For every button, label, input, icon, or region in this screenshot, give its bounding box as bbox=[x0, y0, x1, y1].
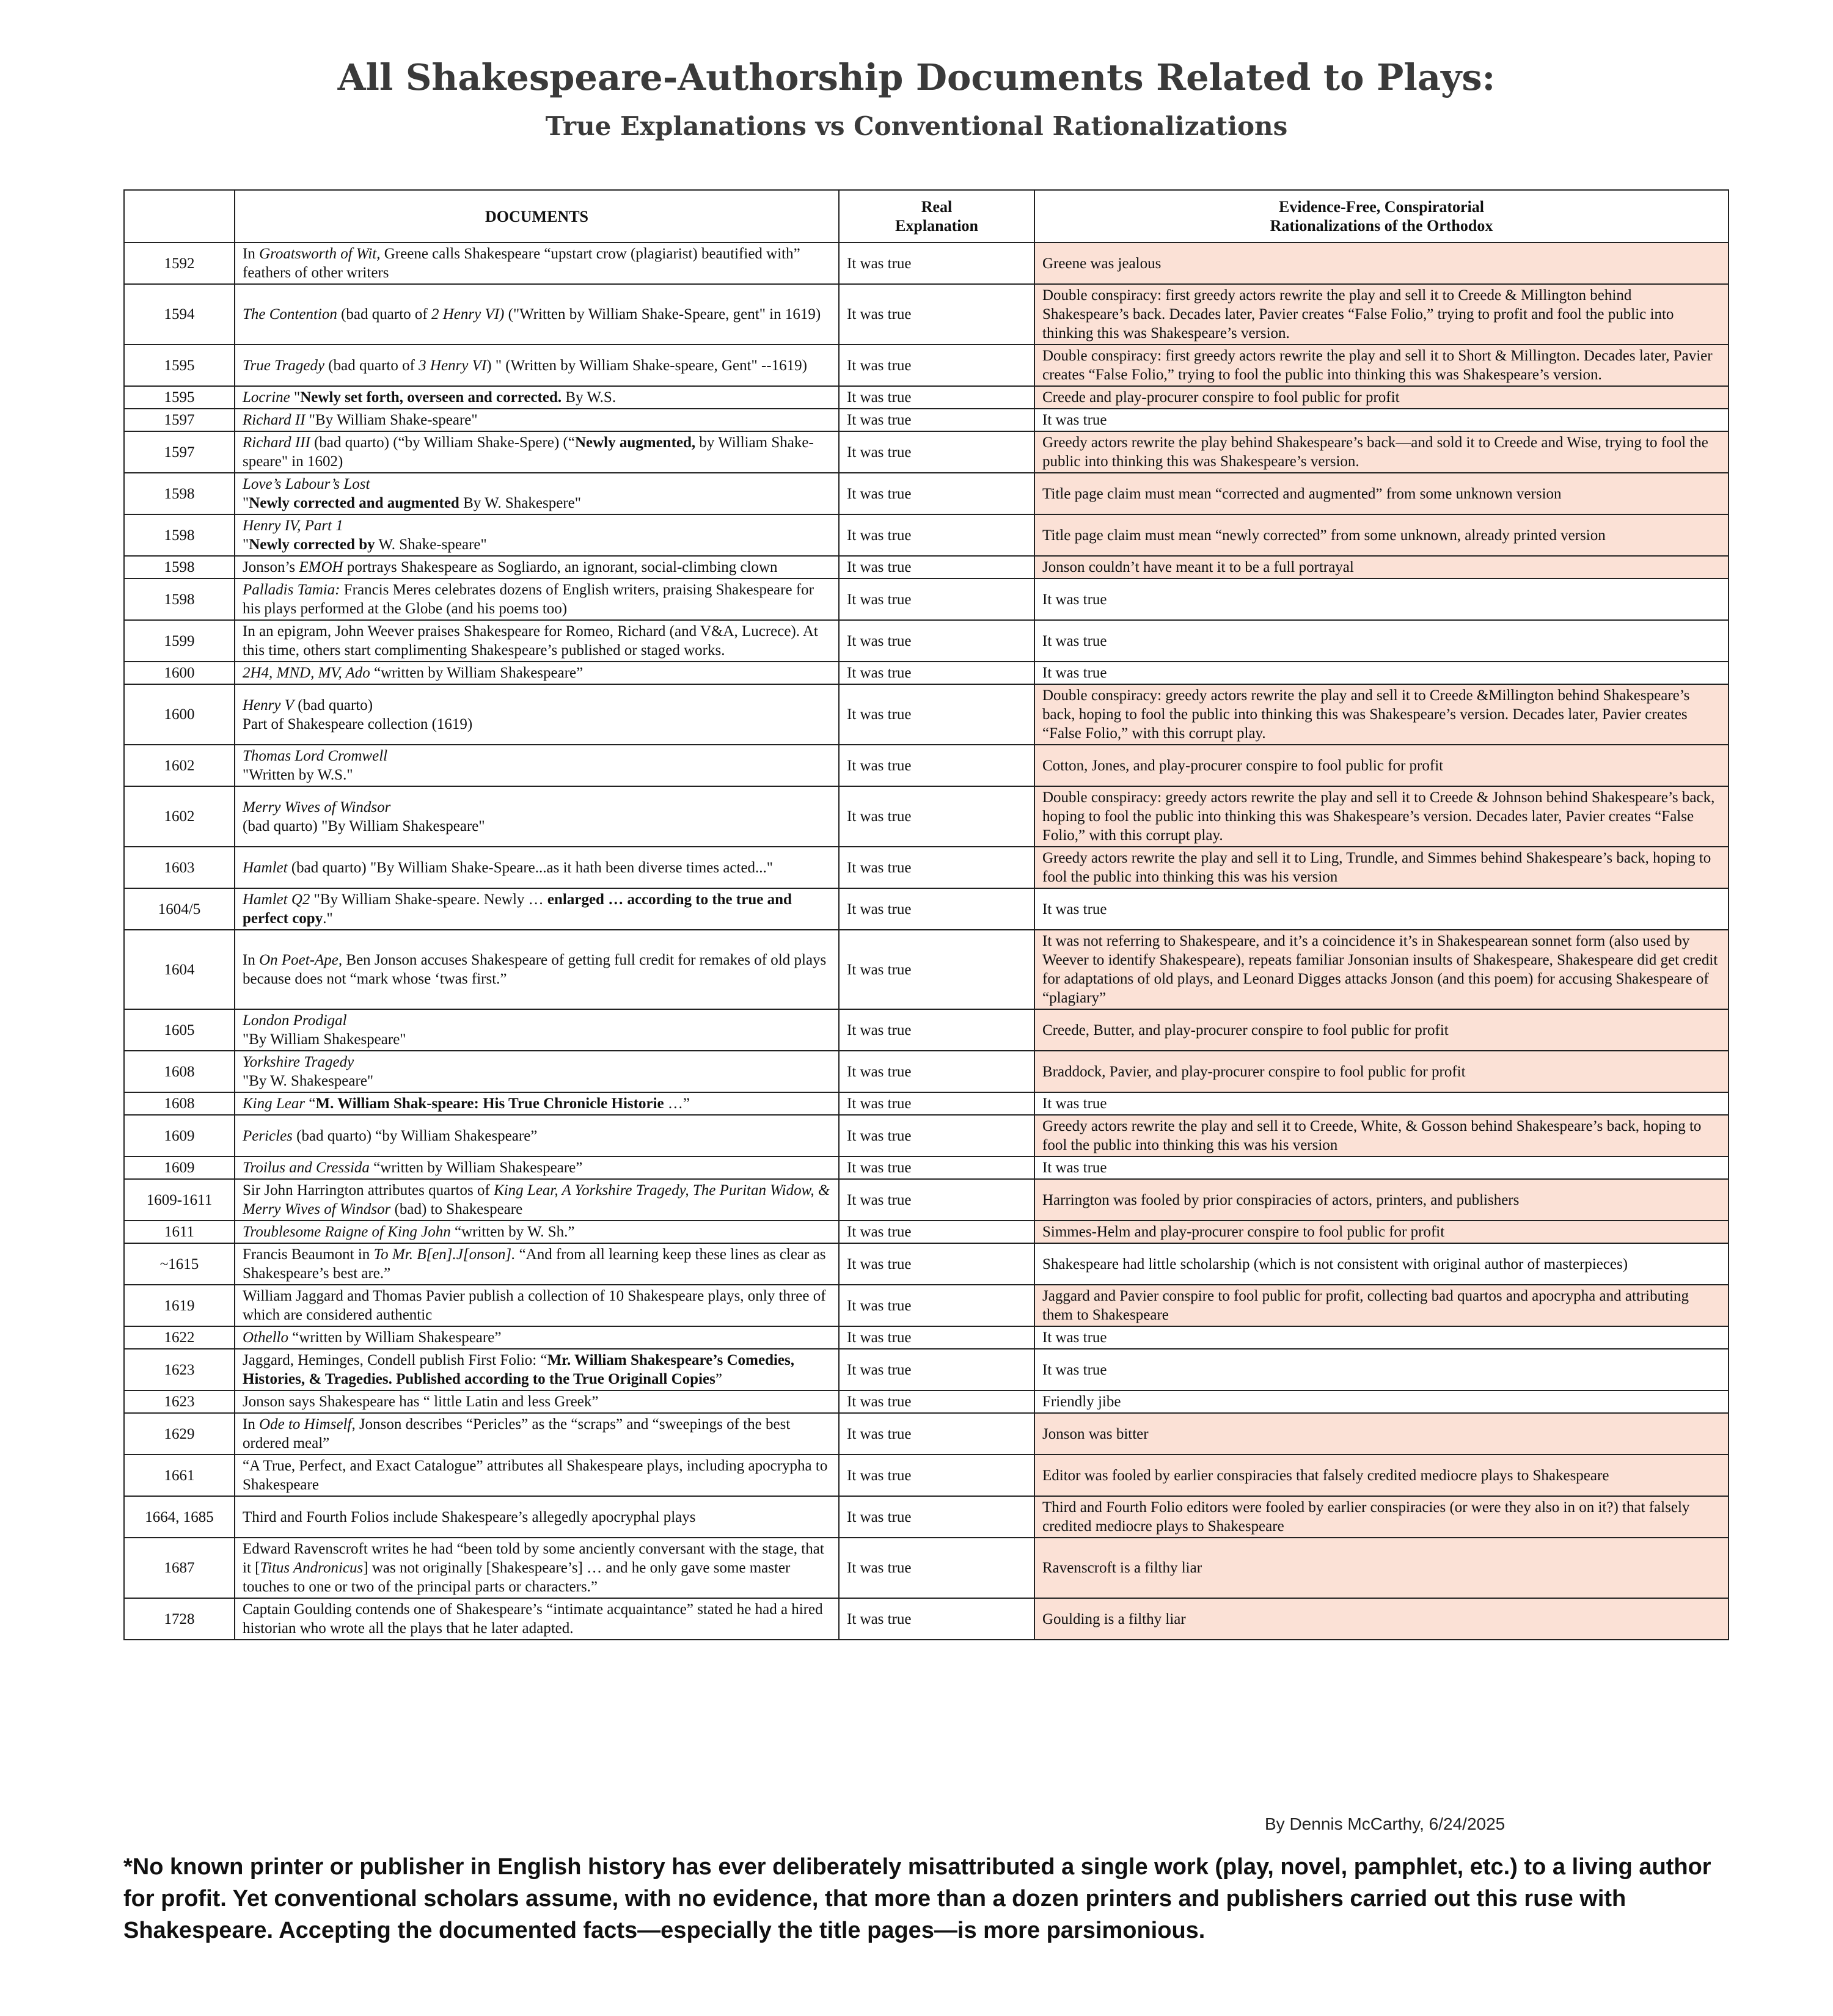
document-title: 3 Henry VI bbox=[419, 357, 487, 374]
header-documents: DOCUMENTS bbox=[235, 190, 839, 243]
year-cell: 1599 bbox=[124, 620, 235, 662]
document-title: Palladis Tamia: bbox=[243, 582, 340, 598]
document-text: ) " (Written by William Shake-speare, Gent" --1619) bbox=[486, 357, 807, 374]
rationalization-cell: It was true bbox=[1034, 409, 1729, 431]
document-cell bbox=[235, 1009, 839, 1051]
year-cell: 1664, 1685 bbox=[124, 1496, 235, 1538]
document-title: Ode to Himself, bbox=[259, 1416, 356, 1433]
document-cell bbox=[235, 473, 839, 514]
table-row bbox=[124, 1413, 1729, 1455]
document-title: Pericles bbox=[243, 1127, 293, 1144]
document-text: " bbox=[243, 536, 249, 553]
document-text-bold: Newly corrected and augmented bbox=[249, 495, 459, 511]
document-text: portrays Shakespeare as Sogliardo, an ignorant, social-climbing clown bbox=[343, 559, 778, 575]
byline: By Dennis McCarthy, 6/24/2025 bbox=[1265, 1814, 1506, 1833]
document-cell bbox=[235, 1243, 839, 1285]
document-text: “written by W. Sh.” bbox=[450, 1224, 575, 1240]
year-cell: 1598 bbox=[124, 556, 235, 579]
real-explanation-cell: It was true bbox=[839, 1598, 1034, 1640]
table-row bbox=[124, 1285, 1729, 1326]
year-cell: 1603 bbox=[124, 847, 235, 888]
header-year bbox=[124, 190, 235, 243]
document-text: By W.S. bbox=[562, 389, 616, 406]
rationalization-cell: Goulding is a filthy liar bbox=[1034, 1598, 1729, 1640]
document-cell bbox=[235, 1598, 839, 1640]
table-row bbox=[124, 1221, 1729, 1243]
document-cell bbox=[235, 1092, 839, 1115]
year-cell: 1604/5 bbox=[124, 888, 235, 930]
year-cell: 1609 bbox=[124, 1115, 235, 1156]
table-row bbox=[124, 1243, 1729, 1285]
table-row bbox=[124, 1538, 1729, 1598]
document-text-bold: Newly augmented, bbox=[574, 434, 696, 451]
document-title: 2 Henry VI) bbox=[431, 306, 505, 323]
table-row bbox=[124, 786, 1729, 847]
rationalization-cell: It was true bbox=[1034, 662, 1729, 684]
document-cell bbox=[235, 1349, 839, 1390]
real-explanation-cell: It was true bbox=[839, 1179, 1034, 1221]
rationalization-cell: Greene was jealous bbox=[1034, 243, 1729, 284]
document-text: W. Shake-speare" bbox=[375, 536, 487, 553]
document-text: Jaggard, Heminges, Condell publish First Folio: “ bbox=[243, 1352, 547, 1368]
rationalization-cell: Braddock, Pavier, and play-procurer conspire to fool public for profit bbox=[1034, 1051, 1729, 1092]
document-cell bbox=[235, 243, 839, 284]
real-explanation-cell: It was true bbox=[839, 473, 1034, 514]
document-cell bbox=[235, 786, 839, 847]
real-explanation-cell: It was true bbox=[839, 1413, 1034, 1455]
real-explanation-cell: It was true bbox=[839, 1285, 1034, 1326]
header-rationalizations bbox=[1034, 190, 1729, 243]
document-cell bbox=[235, 284, 839, 345]
table-row bbox=[124, 556, 1729, 579]
table-row bbox=[124, 284, 1729, 345]
document-text: “written by William Shakespeare” bbox=[369, 1160, 583, 1176]
document-cell bbox=[235, 1538, 839, 1598]
document-text: ] was not originally [Shakespeare’s] … and he only gave some master touches to one or two of the principal parts or characters.” bbox=[243, 1560, 791, 1595]
rationalization-cell: It was true bbox=[1034, 1092, 1729, 1115]
rationalization-cell: Double conspiracy: greedy actors rewrite the play and sell it to Creede & Johnson behind Shakespeare’s back, hoping to fool the public into thinking this was Shakespeare’s version. Decades later, Pavier creates “False Folio,” with this corrupt play. bbox=[1034, 786, 1729, 847]
year-cell: 1598 bbox=[124, 579, 235, 620]
rationalization-cell: Jonson couldn’t have meant it to be a full portrayal bbox=[1034, 556, 1729, 579]
document-text: In bbox=[243, 246, 260, 262]
table-row bbox=[124, 847, 1729, 888]
real-explanation-cell: It was true bbox=[839, 386, 1034, 409]
document-text: (bad quarto) (“by William Shake-Spere) (“ bbox=[310, 434, 575, 451]
document-text: "By William Shake-speare. Newly … bbox=[310, 891, 547, 908]
document-cell bbox=[235, 1221, 839, 1243]
real-explanation-cell: It was true bbox=[839, 1349, 1034, 1390]
real-explanation-cell: It was true bbox=[839, 1156, 1034, 1179]
table-row bbox=[124, 1455, 1729, 1496]
year-cell: 1623 bbox=[124, 1349, 235, 1390]
document-title: London Prodigal bbox=[243, 1012, 347, 1029]
real-explanation-cell: It was true bbox=[839, 1538, 1034, 1598]
year-cell: 1623 bbox=[124, 1390, 235, 1413]
table-row bbox=[124, 662, 1729, 684]
document-text: Ben Jonson accuses Shakespeare of getting full credit for remakes of old plays because does not “mark whose ‘twas first.” bbox=[243, 952, 827, 987]
year-cell: 1604 bbox=[124, 930, 235, 1009]
table-row bbox=[124, 1115, 1729, 1156]
real-explanation-cell: It was true bbox=[839, 745, 1034, 786]
table-row bbox=[124, 888, 1729, 930]
real-explanation-cell: It was true bbox=[839, 1009, 1034, 1051]
real-explanation-cell: It was true bbox=[839, 620, 1034, 662]
document-text: In bbox=[243, 952, 260, 968]
document-text: ” bbox=[715, 1371, 722, 1387]
table-row bbox=[124, 345, 1729, 386]
document-text: Edward Ravenscroft writes he had “been told by some anciently conversant with the stage, that it [ bbox=[243, 1541, 824, 1576]
year-cell: ~1615 bbox=[124, 1243, 235, 1285]
year-cell: 1597 bbox=[124, 409, 235, 431]
document-title: Henry IV, Part 1 bbox=[243, 517, 343, 534]
header-rationalization-line-1: Evidence-Free, Conspiratorial bbox=[1278, 198, 1485, 216]
document-cell bbox=[235, 1051, 839, 1092]
year-cell: 1687 bbox=[124, 1538, 235, 1598]
year-cell: 1611 bbox=[124, 1221, 235, 1243]
table-row bbox=[124, 1092, 1729, 1115]
document-title: Othello bbox=[243, 1329, 288, 1346]
document-text: Jonson’s bbox=[243, 559, 299, 575]
rationalization-cell: Double conspiracy: first greedy actors rewrite the play and sell it to Creede & Millington behind Shakespeare’s back. Decades later, Pavier creates “False Folio,” trying to profit and fool the public into thinking this was Shakespeare’s version. bbox=[1034, 284, 1729, 345]
document-text: (bad quarto of bbox=[324, 357, 419, 374]
real-explanation-cell: It was true bbox=[839, 684, 1034, 745]
rationalization-cell: Greedy actors rewrite the play and sell it to Creede, White, & Gosson behind Shakespeare’s back, hoping to fool the public into thinking this was his version bbox=[1034, 1115, 1729, 1156]
document-text: “written by William Shakespeare” bbox=[288, 1329, 502, 1346]
document-cell bbox=[235, 1390, 839, 1413]
document-cell bbox=[235, 1156, 839, 1179]
document-title: On Poet-Ape, bbox=[259, 952, 343, 968]
page-subtitle: True Explanations vs Conventional Rationalizations bbox=[545, 111, 1288, 141]
document-title: Richard III bbox=[243, 434, 310, 451]
table-row bbox=[124, 1496, 1729, 1538]
table-row bbox=[124, 431, 1729, 473]
real-explanation-cell: It was true bbox=[839, 1455, 1034, 1496]
document-text: “ bbox=[305, 1095, 316, 1112]
document-text: Francis Meres celebrates dozens of English writers, praising Shakespeare for his plays performed at the Globe (and his poems too) bbox=[243, 582, 814, 617]
document-text: (bad quarto) "By William Shake-Speare...as it hath been diverse times acted..." bbox=[287, 859, 774, 876]
document-cell bbox=[235, 345, 839, 386]
document-text: …” bbox=[664, 1095, 690, 1112]
table-row bbox=[124, 1009, 1729, 1051]
document-cell bbox=[235, 1326, 839, 1349]
year-cell: 1595 bbox=[124, 386, 235, 409]
real-explanation-cell: It was true bbox=[839, 579, 1034, 620]
document-cell bbox=[235, 620, 839, 662]
page-title: All Shakespeare-Authorship Documents Related to Plays: bbox=[337, 56, 1496, 98]
real-explanation-cell: It was true bbox=[839, 243, 1034, 284]
real-explanation-cell: It was true bbox=[839, 1326, 1034, 1349]
table-row bbox=[124, 514, 1729, 556]
document-title: The Contention bbox=[243, 306, 337, 323]
rationalization-cell: Creede and play-procurer conspire to fool public for profit bbox=[1034, 386, 1729, 409]
document-text-bold: enlarged … according to the true and perfect copy bbox=[243, 891, 792, 927]
rationalization-cell: Greedy actors rewrite the play and sell it to Ling, Trundle, and Simmes behind Shakespeare’s back, hoping to fool the public into thinking this was his version bbox=[1034, 847, 1729, 888]
document-title: Yorkshire Tragedy bbox=[243, 1054, 354, 1070]
document-title: To Mr. B[en].J[onson]. bbox=[373, 1246, 516, 1263]
document-title: 2H4, MND, MV, Ado bbox=[243, 665, 370, 681]
document-text: Jonson says Shakespeare has “ little Latin and less Greek” bbox=[243, 1393, 599, 1410]
real-explanation-cell: It was true bbox=[839, 345, 1034, 386]
real-explanation-cell: It was true bbox=[839, 514, 1034, 556]
document-text: Jonson describes “Pericles” as the “scraps” and “sweepings of the best ordered meal” bbox=[243, 1416, 791, 1452]
document-cell bbox=[235, 1115, 839, 1156]
year-cell: 1592 bbox=[124, 243, 235, 284]
year-cell: 1598 bbox=[124, 473, 235, 514]
document-text: Greene calls Shakespeare “upstart crow (plagiarist) beautified with” feathers of other writers bbox=[243, 246, 800, 281]
document-text: In an epigram, John Weever praises Shakespeare for Romeo, Richard (and V&A, Lucrece). At this time, others start complimenting Shakespeare’s published or staged works. bbox=[243, 623, 818, 659]
document-title: True Tragedy bbox=[243, 357, 325, 374]
document-text: "By W. Shakespeare" bbox=[243, 1073, 374, 1089]
document-text: Sir John Harrington attributes quartos of bbox=[243, 1182, 494, 1199]
table-row bbox=[124, 1156, 1729, 1179]
table-row bbox=[124, 1390, 1729, 1413]
rationalization-cell: Editor was fooled by earlier conspiracies that falsely credited mediocre plays to Shakespeare bbox=[1034, 1455, 1729, 1496]
document-cell bbox=[235, 386, 839, 409]
document-text-bold: M. William Shak-speare: His True Chronicle Historie bbox=[315, 1095, 664, 1112]
year-cell: 1605 bbox=[124, 1009, 235, 1051]
year-cell: 1602 bbox=[124, 786, 235, 847]
document-text: (bad) to Shakespeare bbox=[390, 1201, 523, 1218]
document-text: (bad quarto) "By William Shakespeare" bbox=[243, 817, 485, 835]
real-explanation-cell: It was true bbox=[839, 1221, 1034, 1243]
document-text: William Jaggard and Thomas Pavier publish a collection of 10 Shakespeare plays, only three of which are considered authentic bbox=[243, 1288, 826, 1323]
document-title: Richard II bbox=[243, 412, 306, 428]
document-title: Titus Andronicus bbox=[260, 1560, 364, 1576]
rationalization-cell: It was true bbox=[1034, 1156, 1729, 1179]
year-cell: 1619 bbox=[124, 1285, 235, 1326]
real-explanation-cell: It was true bbox=[839, 888, 1034, 930]
rationalization-cell: It was true bbox=[1034, 888, 1729, 930]
document-cell bbox=[235, 930, 839, 1009]
real-explanation-cell: It was true bbox=[839, 930, 1034, 1009]
rationalization-cell: It was not referring to Shakespeare, and it’s a coincidence it’s in Shakespearean sonnet form (also used by Weever to identify Shakespeare), repeats familiar Jonsonian insults of Shakespeare, Shakespeare did get credit for adaptations of old plays, and Leonard Digges attacks Jonson (and this poem) for accusing Shakespeare of “plagiary” bbox=[1034, 930, 1729, 1009]
year-cell: 1608 bbox=[124, 1051, 235, 1092]
real-explanation-cell: It was true bbox=[839, 556, 1034, 579]
real-explanation-cell: It was true bbox=[839, 786, 1034, 847]
table-row bbox=[124, 473, 1729, 514]
rationalization-cell: Shakespeare had little scholarship (which is not consistent with original author of masterpieces) bbox=[1034, 1243, 1729, 1285]
rationalization-cell: Simmes-Helm and play-procurer conspire to fool public for profit bbox=[1034, 1221, 1729, 1243]
document-text: (bad quarto of bbox=[337, 306, 431, 323]
table-row bbox=[124, 409, 1729, 431]
rationalization-cell: Double conspiracy: first greedy actors rewrite the play and sell it to Short & Millington. Decades later, Pavier creates “False Folio,” trying to fool the public into thinking this was Shakespeare’s version. bbox=[1034, 345, 1729, 386]
document-cell bbox=[235, 514, 839, 556]
document-cell bbox=[235, 1496, 839, 1538]
rationalization-cell: Creede, Butter, and play-procurer conspire to fool public for profit bbox=[1034, 1009, 1729, 1051]
document-cell bbox=[235, 888, 839, 930]
document-title: Thomas Lord Cromwell bbox=[243, 748, 388, 764]
year-cell: 1608 bbox=[124, 1092, 235, 1115]
real-explanation-cell: It was true bbox=[839, 1051, 1034, 1092]
year-cell: 1595 bbox=[124, 345, 235, 386]
document-text: " bbox=[243, 495, 249, 511]
year-cell: 1600 bbox=[124, 684, 235, 745]
rationalization-cell: Ravenscroft is a filthy liar bbox=[1034, 1538, 1729, 1598]
real-explanation-cell: It was true bbox=[839, 662, 1034, 684]
document-text: “written by William Shakespeare” bbox=[370, 665, 584, 681]
document-title: King Lear, A Yorkshire Tragedy, The Puritan Widow, & Merry Wives of Windsor bbox=[243, 1182, 830, 1218]
table-row bbox=[124, 1051, 1729, 1092]
document-title: Love’s Labour’s Lost bbox=[243, 476, 370, 492]
document-title: Groatsworth of Wit, bbox=[259, 246, 381, 262]
real-explanation-cell: It was true bbox=[839, 1243, 1034, 1285]
table-row bbox=[124, 243, 1729, 284]
document-text: "By William Shake-speare" bbox=[305, 412, 478, 428]
table-row bbox=[124, 386, 1729, 409]
document-text: “And from all learning keep these lines as clear as Shakespeare’s best are.” bbox=[243, 1246, 826, 1282]
real-explanation-cell: It was true bbox=[839, 431, 1034, 473]
documents-table bbox=[123, 189, 1729, 1640]
rationalization-cell: Harrington was fooled by prior conspiracies of actors, printers, and publishers bbox=[1034, 1179, 1729, 1221]
year-cell: 1629 bbox=[124, 1413, 235, 1455]
rationalization-cell: Friendly jibe bbox=[1034, 1390, 1729, 1413]
rationalization-cell: Jonson was bitter bbox=[1034, 1413, 1729, 1455]
rationalization-cell: It was true bbox=[1034, 1349, 1729, 1390]
document-cell bbox=[235, 684, 839, 745]
real-explanation-cell: It was true bbox=[839, 1496, 1034, 1538]
header-real-line-1: Real bbox=[921, 198, 953, 216]
table-row bbox=[124, 579, 1729, 620]
document-title: King Lear bbox=[243, 1095, 306, 1112]
year-cell: 1597 bbox=[124, 431, 235, 473]
document-text-bold: Newly corrected by bbox=[249, 536, 375, 553]
rationalization-cell: It was true bbox=[1034, 1326, 1729, 1349]
document-title: Henry V bbox=[243, 696, 294, 714]
rationalization-cell: Greedy actors rewrite the play behind Shakespeare’s back—and sold it to Creede and Wise, trying to fool the public into thinking this was Shakespeare’s version. bbox=[1034, 431, 1729, 473]
rationalization-cell: Double conspiracy: greedy actors rewrite the play and sell it to Creede &Millington behind Shakespeare’s back, hoping to fool the public into thinking this was Shakespeare’s version. Decades later, Pavier creates “False Folio,” with this corrupt play. bbox=[1034, 684, 1729, 745]
rationalization-cell: It was true bbox=[1034, 620, 1729, 662]
document-cell bbox=[235, 1179, 839, 1221]
document-cell bbox=[235, 745, 839, 786]
rationalization-cell: Title page claim must mean “corrected and augmented” from some unknown version bbox=[1034, 473, 1729, 514]
rationalization-cell: Cotton, Jones, and play-procurer conspire to fool public for profit bbox=[1034, 745, 1729, 786]
document-text: “A True, Perfect, and Exact Catalogue” attributes all Shakespeare plays, including apocrypha to Shakespeare bbox=[243, 1458, 828, 1493]
document-cell bbox=[235, 1285, 839, 1326]
header-real-explanation bbox=[839, 190, 1034, 243]
document-text: (bad quarto) “by William Shakespeare” bbox=[292, 1127, 538, 1144]
document-text: by William Shake-speare" in 1602) bbox=[243, 434, 814, 470]
rationalization-cell: It was true bbox=[1034, 579, 1729, 620]
document-text: By W. Shakespere" bbox=[459, 495, 581, 511]
document-text-bold: Newly set forth, overseen and corrected. bbox=[300, 389, 562, 406]
document-cell bbox=[235, 1413, 839, 1455]
year-cell: 1594 bbox=[124, 284, 235, 345]
real-explanation-cell: It was true bbox=[839, 847, 1034, 888]
year-cell: 1609 bbox=[124, 1156, 235, 1179]
document-text-bold: Mr. William Shakespeare’s Comedies, Histories, & Tragedies. Published according to the True Originall Copies bbox=[243, 1352, 795, 1387]
document-cell bbox=[235, 847, 839, 888]
document-text: Francis Beaumont in bbox=[243, 1246, 374, 1263]
document-cell bbox=[235, 431, 839, 473]
table-row bbox=[124, 1326, 1729, 1349]
document-title: Troublesome Raigne of King John bbox=[243, 1224, 451, 1240]
document-title: Troilus and Cressida bbox=[243, 1160, 370, 1176]
document-title: Hamlet Q2 bbox=[243, 891, 310, 908]
real-explanation-cell: It was true bbox=[839, 1092, 1034, 1115]
table-row bbox=[124, 1349, 1729, 1390]
document-text: "Written by W.S." bbox=[243, 767, 353, 783]
table-row bbox=[124, 684, 1729, 745]
document-cell bbox=[235, 556, 839, 579]
document-cell bbox=[235, 662, 839, 684]
year-cell: 1602 bbox=[124, 745, 235, 786]
year-cell: 1598 bbox=[124, 514, 235, 556]
document-text: Part of Shakespeare collection (1619) bbox=[243, 715, 473, 732]
table-row bbox=[124, 745, 1729, 786]
rationalization-cell: Jaggard and Pavier conspire to fool public for profit, collecting bad quartos and apocrypha and attributing them to Shakespeare bbox=[1034, 1285, 1729, 1326]
year-cell: 1600 bbox=[124, 662, 235, 684]
document-cell bbox=[235, 1455, 839, 1496]
table-row bbox=[124, 620, 1729, 662]
document-text: ("Written by William Shake-Speare, gent" in 1619) bbox=[504, 306, 821, 323]
table-row bbox=[124, 1179, 1729, 1221]
real-explanation-cell: It was true bbox=[839, 284, 1034, 345]
footnote: *No known printer or publisher in English history has ever deliberately misattributed a single work (play, novel, pamphlet, etc.) to a living author for profit. Yet conventional scholars assume, with no evidence, that more than a dozen printers and publishers carried out this ruse with Shakespeare. Accepting the documented facts—especially the title pages—is more parsimonious. bbox=[123, 1854, 1711, 1943]
rationalization-cell: Title page claim must mean “newly corrected” from some unknown, already printed version bbox=[1034, 514, 1729, 556]
document-title: Hamlet bbox=[243, 859, 288, 876]
table-row bbox=[124, 930, 1729, 1009]
table-body bbox=[124, 243, 1729, 1640]
document-cell bbox=[235, 579, 839, 620]
real-explanation-cell: It was true bbox=[839, 1390, 1034, 1413]
year-cell: 1622 bbox=[124, 1326, 235, 1349]
document-text: " bbox=[290, 389, 301, 406]
header-rationalization-line-2: Rationalizations of the Orthodox bbox=[1270, 217, 1493, 235]
table-header-row bbox=[124, 190, 1729, 243]
header-real-line-2: Explanation bbox=[895, 217, 978, 235]
document-text: "By William Shakespeare" bbox=[243, 1031, 406, 1048]
year-cell: 1661 bbox=[124, 1455, 235, 1496]
year-cell: 1609-1611 bbox=[124, 1179, 235, 1221]
document-text: (bad quarto) bbox=[294, 696, 373, 714]
year-cell: 1728 bbox=[124, 1598, 235, 1640]
document-title: Locrine bbox=[243, 389, 290, 406]
document-text: Third and Fourth Folios include Shakespeare’s allegedly apocryphal plays bbox=[243, 1508, 696, 1525]
table-row bbox=[124, 1598, 1729, 1640]
document-title: Merry Wives of Windsor bbox=[243, 798, 391, 816]
real-explanation-cell: It was true bbox=[839, 1115, 1034, 1156]
real-explanation-cell: It was true bbox=[839, 409, 1034, 431]
document-text: Captain Goulding contends one of Shakespeare’s “intimate acquaintance” stated he had a hired historian who wrote all the plays that he later adapted. bbox=[243, 1601, 823, 1637]
document-text: In bbox=[243, 1416, 260, 1433]
document-cell bbox=[235, 409, 839, 431]
document-text: ." bbox=[323, 910, 333, 927]
document-title: EMOH bbox=[299, 559, 343, 575]
rationalization-cell: Third and Fourth Folio editors were fooled by earlier conspiracies (or were they also in on it?) that falsely credited mediocre plays to Shakespeare bbox=[1034, 1496, 1729, 1538]
